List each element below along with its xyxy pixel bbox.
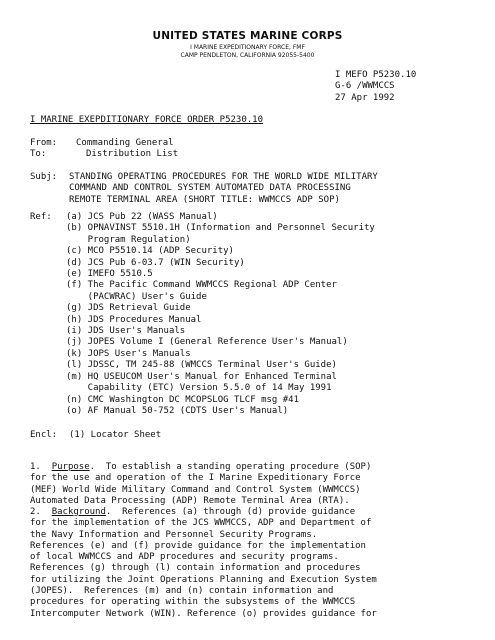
- reference-item: (c) MCO P5510.14 (ADP Security): [66, 246, 234, 257]
- paragraph-line: References (g) through (l) contain information and procedures: [30, 563, 361, 574]
- paragraph-line: the Navy Information and Personnel Security Programs.: [30, 529, 318, 540]
- paragraph-purpose: [30, 462, 371, 507]
- enclosure-value: (1) Locator Sheet: [69, 430, 162, 440]
- reference-item: (b) OPNAVINST 5510.1H (Information and Personnel Security: [66, 223, 375, 234]
- reference-item: (d) JCS Pub 6-03.7 (WIN Security): [66, 257, 245, 268]
- reference-item: (m) HQ USEUCOM User's Manual for Enhanced Terminal: [66, 371, 337, 382]
- reference-label: Ref:: [30, 212, 52, 222]
- letterhead-unit: I MARINE EXPEDITIONARY FORCE, FMF: [190, 44, 305, 51]
- subject-line: REMOTE TERMINAL AREA (SHORT TITLE: WWMCCS ADP SOP): [69, 194, 340, 205]
- reference-item: (i) JDS User's Manuals: [66, 326, 186, 337]
- reference-item: (f) The Pacific Command WWMCCS Regional ADP Center: [66, 280, 337, 291]
- subject-line: STANDING OPERATING PROCEDURES FOR THE WORLD WIDE MILITARY: [69, 172, 378, 182]
- order-title: I MARINE EXEPDITIONARY FORCE ORDER P5230.10: [30, 115, 263, 125]
- reference-item: Program Regulation): [66, 234, 191, 245]
- paragraph-heading: Background: [51, 507, 106, 517]
- reference-item: Capability (ETC) Version 5.5.0 of 14 May 1991: [66, 383, 332, 394]
- paragraph-text: . To establish a standing operating procedure (SOP): [89, 462, 372, 472]
- to-value: Distribution List: [86, 149, 179, 159]
- order-date: 27 Apr 1992: [335, 92, 395, 103]
- paragraph-line: for the implementation of the JCS WWMCCS, ADP and Department of: [30, 518, 372, 529]
- subject-line: COMMAND AND CONTROL SYSTEM AUTOMATED DATA PROCESSING: [69, 183, 351, 194]
- to-label: To:: [30, 149, 47, 159]
- paragraph-first-line: [30, 462, 371, 473]
- office-code: G-6 /WWMCCS: [335, 81, 395, 92]
- reference-item: (k) JOPS User's Manuals: [66, 348, 191, 359]
- paragraph-line: Automated Data Processing (ADP) Remote Terminal Area (RTA).: [30, 495, 350, 506]
- reference-list: [66, 212, 375, 417]
- reference-item: (e) IMEFO 5510.5: [66, 269, 153, 280]
- paragraph-line: References (e) and (f) provide guidance for the implementation: [30, 540, 366, 551]
- paragraph-background: [30, 507, 377, 620]
- paragraph-line: (MEF) World Wide Military Command and Control System (WWMCCS): [30, 484, 361, 495]
- reference-item: (a) JCS Pub 22 (WASS Manual): [66, 212, 218, 222]
- paragraph-heading: Purpose: [51, 462, 90, 472]
- letterhead-title: UNITED STATES MARINE CORPS: [152, 30, 343, 42]
- paragraph-first-line: [30, 507, 377, 518]
- from-value: Commanding General: [76, 138, 174, 148]
- reference-item: (o) AF Manual 50-752 (CDTS User's Manual): [66, 405, 289, 416]
- reference-item: (PACWRAC) User's Guide: [66, 291, 207, 302]
- order-number: I MEFO P5230.10: [335, 70, 417, 80]
- from-label: From:: [30, 138, 58, 148]
- reference-item: (h) JDS Procedures Manual: [66, 314, 202, 325]
- paragraph-line: of local WWMCCS and ADP procedures and security programs.: [30, 552, 339, 563]
- order-identification: [335, 70, 416, 104]
- reference-item: (l) JDSSC, TM 245-88 (WMCCS Terminal User's Guide): [66, 360, 337, 371]
- paragraph-number: 1.: [30, 462, 41, 472]
- subject-block: [69, 172, 378, 206]
- paragraph-line: (JOPES). References (m) and (n) contain information and: [30, 586, 334, 597]
- letterhead-location: CAMP PENDLETON, CALIFORNIA 92055-5400: [180, 52, 315, 59]
- paragraph-line: Intercomputer Network (WIN). Reference (o) provides guidance for: [30, 608, 377, 619]
- reference-item: (j) JOPES Volume I (General Reference User's Manual): [66, 337, 348, 348]
- paragraph-text: . References (a) through (d) provide guidance: [105, 507, 356, 517]
- paragraph-number: 2.: [30, 507, 41, 517]
- reference-item: (g) JDS Retrieval Guide: [66, 303, 191, 314]
- enclosure-label: Encl:: [30, 430, 58, 440]
- subject-label: Subj:: [30, 172, 58, 182]
- paragraph-line: for the use and operation of the I Marine Expeditionary Force: [30, 473, 361, 484]
- paragraph-line: procedures for operating within the subsystems of the WWMCCS: [30, 597, 356, 608]
- reference-item: (n) CMC Washington DC MCOPSLOG TLCF msg #41: [66, 394, 299, 405]
- paragraph-line: for utilizing the Joint Operations Planning and Execution System: [30, 574, 377, 585]
